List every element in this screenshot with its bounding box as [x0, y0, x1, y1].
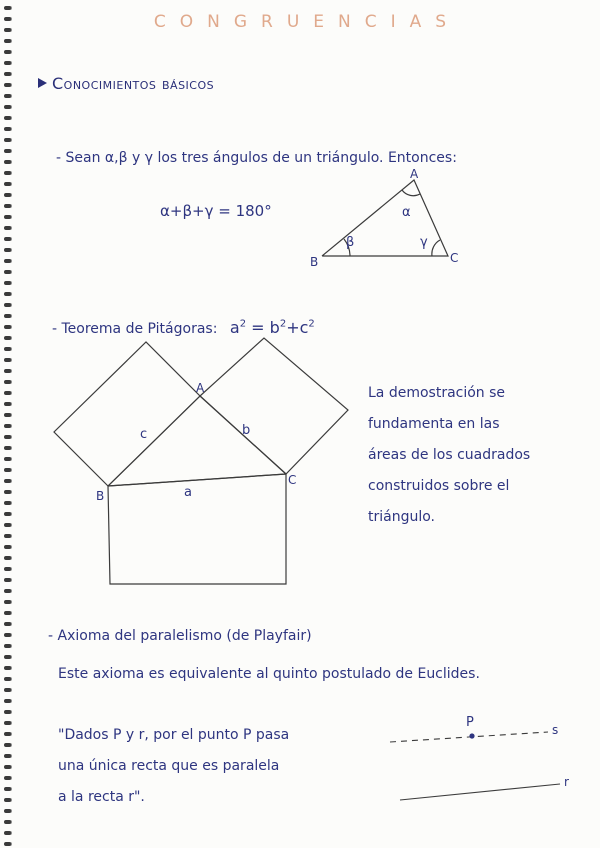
spiral-hole: [4, 226, 11, 230]
spiral-hole: [4, 281, 11, 285]
note-line: fundamenta en las: [368, 416, 500, 432]
spiral-hole: [4, 204, 11, 208]
spiral-hole: [4, 688, 11, 692]
angles-formula: α+β+γ = 180°: [160, 202, 272, 220]
spiral-hole: [4, 50, 11, 54]
line-s-label: s: [552, 723, 559, 737]
note-line: áreas de los cuadrados: [368, 447, 531, 463]
angle-gamma-arc: [432, 240, 440, 256]
pyth-vertex-c-label: C: [288, 473, 297, 487]
spiral-hole: [4, 633, 11, 637]
spiral-hole: [4, 611, 11, 615]
spiral-hole: [4, 644, 11, 648]
side-c-label: c: [140, 427, 148, 442]
formula-exp-a: 2: [239, 318, 247, 330]
spiral-hole: [4, 545, 11, 549]
spiral-hole: [4, 391, 11, 395]
spiral-hole: [4, 677, 11, 681]
spiral-hole: [4, 765, 11, 769]
spiral-hole: [4, 435, 11, 439]
section-heading: Conocimientos básicos: [52, 74, 215, 93]
angle-gamma-label: γ: [420, 235, 428, 250]
spiral-hole: [4, 314, 11, 318]
spiral-hole: [4, 237, 11, 241]
quote-line: "Dados P y r, por el punto P pasa: [58, 727, 290, 743]
side-a-label: a: [184, 485, 192, 500]
spiral-hole: [4, 160, 11, 164]
angle-beta-label: β: [346, 235, 355, 250]
pyth-vertex-b-label: B: [96, 489, 105, 503]
spiral-hole: [4, 710, 11, 714]
spiral-hole: [4, 6, 11, 10]
playfair-statement: - Axioma del paralelismo (de Playfair): [48, 628, 312, 644]
spiral-binding: [0, 0, 14, 848]
spiral-hole: [4, 105, 11, 109]
spiral-hole: [4, 39, 11, 43]
spiral-hole: [4, 589, 11, 593]
spiral-hole: [4, 347, 11, 351]
quote-line: una única recta que es paralela: [58, 758, 280, 774]
square-on-c: [54, 342, 200, 486]
spiral-hole: [4, 259, 11, 263]
line-s-dashed: [390, 732, 548, 742]
spiral-hole: [4, 490, 11, 494]
spiral-hole: [4, 149, 11, 153]
vertex-b-label: B: [310, 255, 319, 269]
pythagoras-figure: [54, 338, 348, 584]
formula-exp-c: 2: [308, 318, 315, 330]
spiral-hole: [4, 193, 11, 197]
spiral-hole: [4, 336, 11, 340]
spiral-hole: [4, 512, 11, 516]
note-line: La demostración se: [368, 385, 506, 401]
note-line: construidos sobre el: [368, 478, 510, 494]
spiral-hole: [4, 501, 11, 505]
parallel-figure: [390, 732, 560, 800]
spiral-hole: [4, 424, 11, 428]
spiral-hole: [4, 622, 11, 626]
angles-statement: - Sean α,β y γ los tres ángulos de un triángulo. Entonces:: [56, 150, 457, 166]
spiral-hole: [4, 446, 11, 450]
spiral-hole: [4, 556, 11, 560]
spiral-hole: [4, 809, 11, 813]
side-b: [200, 396, 286, 474]
pythagoras-statement: [52, 318, 315, 337]
pythagoras-formula: [230, 318, 315, 337]
pyth-vertex-a-label: A: [196, 381, 205, 395]
spiral-hole: [4, 523, 11, 527]
spiral-hole: [4, 138, 11, 142]
angle-triangle-figure: [322, 180, 448, 256]
spiral-hole: [4, 754, 11, 758]
spiral-hole: [4, 699, 11, 703]
spiral-hole: [4, 798, 11, 802]
note-line: triángulo.: [368, 509, 436, 525]
spiral-hole: [4, 358, 11, 362]
spiral-hole: [4, 413, 11, 417]
formula-a: a: [229, 318, 240, 337]
spiral-hole: [4, 820, 11, 824]
spiral-hole: [4, 655, 11, 659]
pythagoras-prefix: - Teorema de Pitágoras:: [52, 321, 218, 337]
spiral-hole: [4, 94, 11, 98]
spiral-hole: [4, 567, 11, 571]
spiral-hole: [4, 534, 11, 538]
spiral-hole: [4, 248, 11, 252]
angle-beta-arc: [344, 239, 350, 256]
playfair-quote: [58, 720, 289, 813]
playfair-equivalence: Este axioma es equivalente al quinto postulado de Euclides.: [58, 666, 480, 682]
vertex-c-label: C: [450, 251, 459, 265]
side-c: [108, 396, 200, 486]
triangle-outline: [322, 180, 448, 256]
spiral-hole: [4, 369, 11, 373]
side-b-label: b: [242, 423, 251, 438]
point-p-label: P: [466, 715, 474, 730]
spiral-hole: [4, 303, 11, 307]
spiral-hole: [4, 831, 11, 835]
spiral-hole: [4, 743, 11, 747]
triangle-bullet-icon: [38, 78, 47, 88]
angle-alpha-arc: [402, 190, 420, 196]
point-p: [469, 733, 474, 738]
spiral-hole: [4, 787, 11, 791]
spiral-hole: [4, 578, 11, 582]
spiral-hole: [4, 468, 11, 472]
spiral-hole: [4, 721, 11, 725]
spiral-hole: [4, 61, 11, 65]
vertex-a-label: A: [410, 167, 419, 181]
spiral-hole: [4, 600, 11, 604]
spiral-hole: [4, 842, 11, 846]
spiral-hole: [4, 72, 11, 76]
spiral-hole: [4, 292, 11, 296]
spiral-hole: [4, 182, 11, 186]
spiral-hole: [4, 380, 11, 384]
pythagoras-note: [368, 378, 588, 533]
formula-plus-c: +c: [286, 318, 309, 337]
spiral-hole: [4, 127, 11, 131]
spiral-hole: [4, 666, 11, 670]
angle-alpha-label: α: [402, 205, 411, 220]
line-r: [400, 784, 560, 800]
square-on-b: [200, 338, 348, 474]
square-on-a: [108, 474, 286, 584]
spiral-hole: [4, 479, 11, 483]
quote-line: a la recta r".: [58, 789, 145, 805]
spiral-hole: [4, 215, 11, 219]
formula-exp-b: 2: [279, 318, 287, 330]
formula-eq-b: = b: [246, 318, 280, 337]
spiral-hole: [4, 171, 11, 175]
spiral-hole: [4, 116, 11, 120]
line-r-label: r: [564, 775, 569, 789]
side-a: [108, 474, 286, 486]
spiral-hole: [4, 776, 11, 780]
spiral-hole: [4, 325, 11, 329]
spiral-hole: [4, 402, 11, 406]
spiral-hole: [4, 732, 11, 736]
spiral-hole: [4, 457, 11, 461]
page-title: CONGRUENCIAS: [153, 12, 461, 32]
spiral-hole: [4, 83, 11, 87]
spiral-hole: [4, 270, 11, 274]
